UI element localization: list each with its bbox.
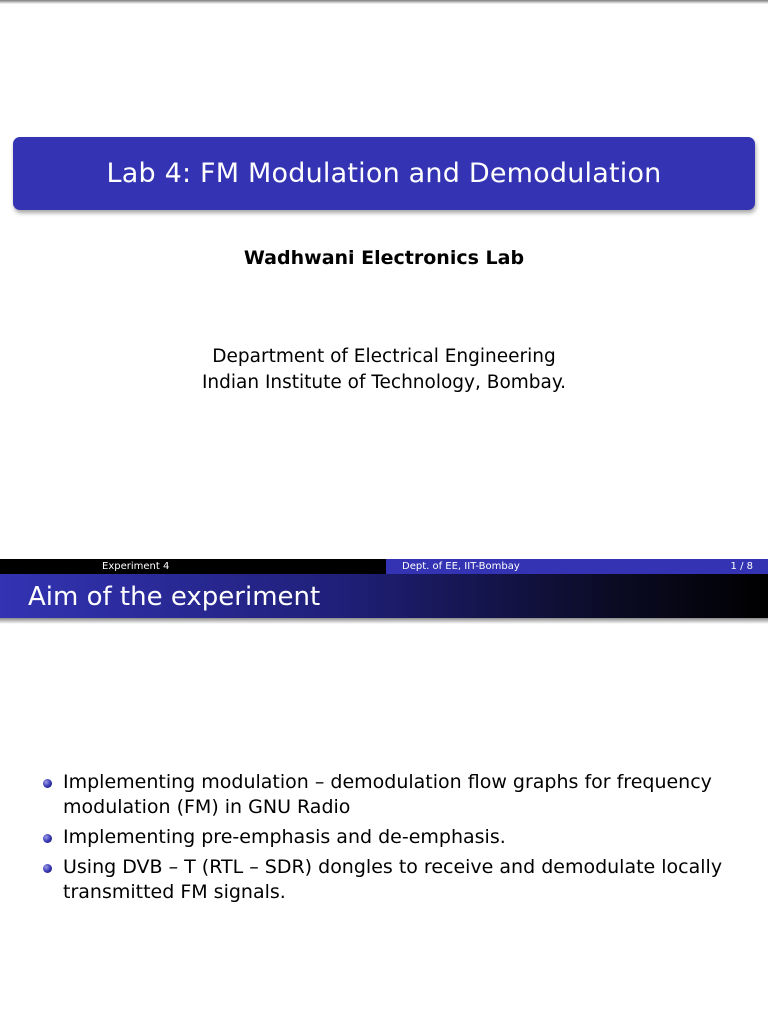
- footline-right: [386, 559, 768, 574]
- footline-institute: Dept. of EE, IIT-Bombay: [402, 561, 520, 572]
- frame-title: Aim of the experiment: [28, 582, 321, 612]
- institute-line-2: Indian Institute of Technology, Bombay.: [201, 372, 567, 393]
- bullet-text: Implementing modulation – demodulation flow graphs for frequency modulation (FM) in GNU Radio: [63, 771, 712, 818]
- bullet-icon: [43, 834, 52, 843]
- footline-page-number: 1 / 8: [730, 561, 753, 572]
- list-item: [42, 825, 742, 850]
- list-item: [42, 855, 742, 905]
- bullet-text: Implementing pre-emphasis and de-emphasis.: [63, 826, 506, 848]
- bullet-icon: [43, 864, 52, 873]
- frame-title-shadow: [0, 618, 768, 624]
- aim-bullet-list: [42, 770, 742, 910]
- author: Wadhwani Electronics Lab: [243, 247, 525, 269]
- footline-short-title: Experiment 4: [102, 561, 170, 572]
- bullet-text: Using DVB – T (RTL – SDR) dongles to receive and demodulate locally transmitted FM signals.: [63, 856, 723, 903]
- page-top-shade: [0, 0, 768, 4]
- bullet-icon: [43, 779, 52, 788]
- frame-title-bar: [0, 574, 768, 618]
- footline-left: [0, 559, 386, 574]
- institute-line-1: Department of Electrical Engineering: [212, 346, 556, 367]
- institute: [0, 344, 768, 396]
- title-box: [13, 137, 755, 210]
- list-item: [42, 770, 742, 820]
- slide-title: Lab 4: FM Modulation and Demodulation: [106, 158, 662, 189]
- footline: [0, 559, 768, 574]
